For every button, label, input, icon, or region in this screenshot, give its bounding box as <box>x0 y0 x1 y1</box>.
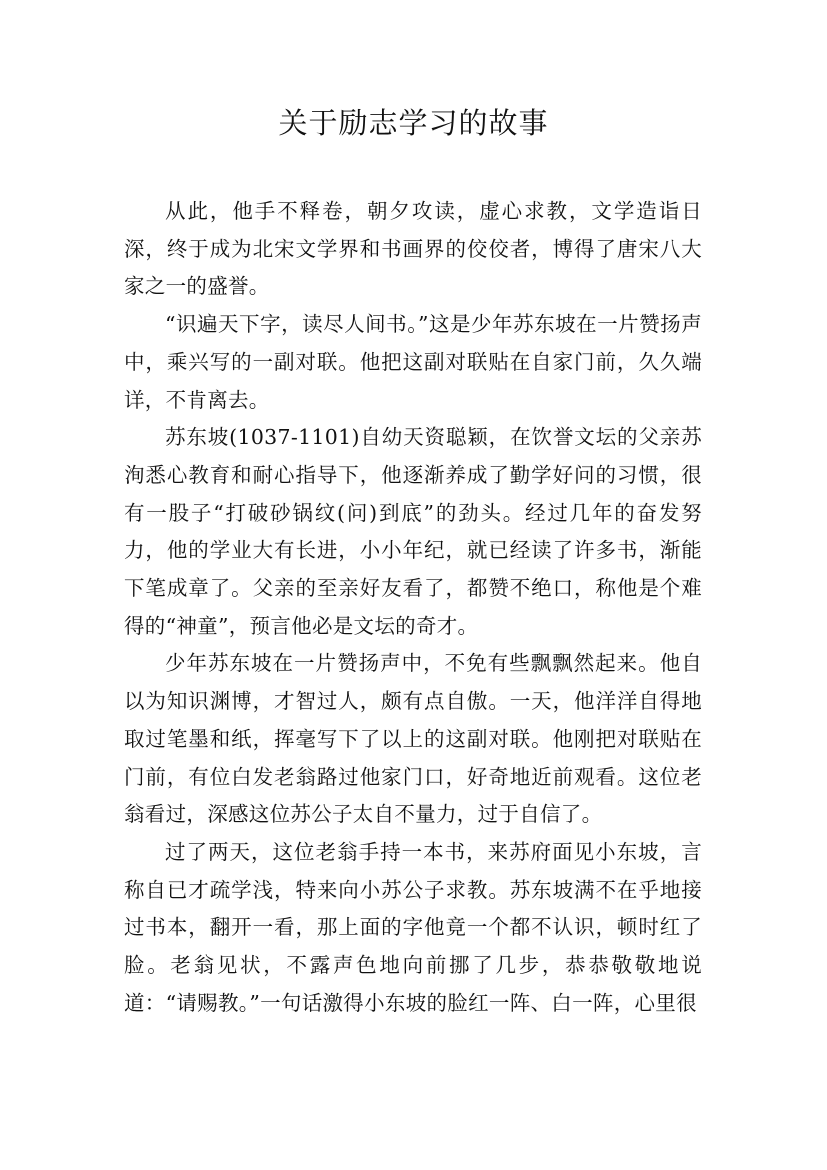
document-body <box>124 193 702 1022</box>
paragraph-4: 少年苏东坡在一片赞扬声中，不免有些飘飘然起来。他自以为知识渊博，才智过人，颇有点自傲。一天，他洋洋自得地取过笔墨和纸，挥毫写下了以上的这副对联。他刚把对联贴在门前，有位白发老翁路过他家门口，好奇地近前观看。这位老翁看过，深感这位苏公子太自不量力，过于自信了。 <box>124 651 702 827</box>
paragraph-5: 过了两天，这位老翁手持一本书，来苏府面见小东坡，言称自已才疏学浅，特来向小苏公子求教。苏东坡满不在乎地接过书本，翻开一看，那上面的字他竟一个都不认识，顿时红了脸。老翁见状，不露声色地向前挪了几步，恭恭敬敬地说道：“请赐教。”一句话激得小东坡的脸红一阵、白一阵，心里很 <box>124 839 702 1015</box>
paragraph-1: 从此，他手不释卷，朝夕攻读，虚心求教，文学造诣日深，终于成为北宋文学界和书画界的佼佼者，博得了唐宋八大家之一的盛誉。 <box>124 199 702 299</box>
document-title: 关于励志学习的故事 <box>278 106 549 140</box>
paragraph-2: “识遍天下字，读尽人间书。”这是少年苏东坡在一片赞扬声中，乘兴写的一副对联。他把这副对联贴在自家门前，久久端详，不肯离去。 <box>124 312 702 412</box>
paragraph-3: 苏东坡(1037-1101)自幼天资聪颖，在饮誉文坛的父亲苏洵悉心教育和耐心指导下，他逐渐养成了勤学好问的习惯，很有一股子“打破砂锅纹(问)到底”的劲头。经过几年的奋发努力，他的学业大有长进，小小年纪，就已经读了许多书，渐能下笔成章了。父亲的至亲好友看了，都赞不绝口，称他是个难得的“神童”，预言他必是文坛的奇才。 <box>124 425 702 638</box>
